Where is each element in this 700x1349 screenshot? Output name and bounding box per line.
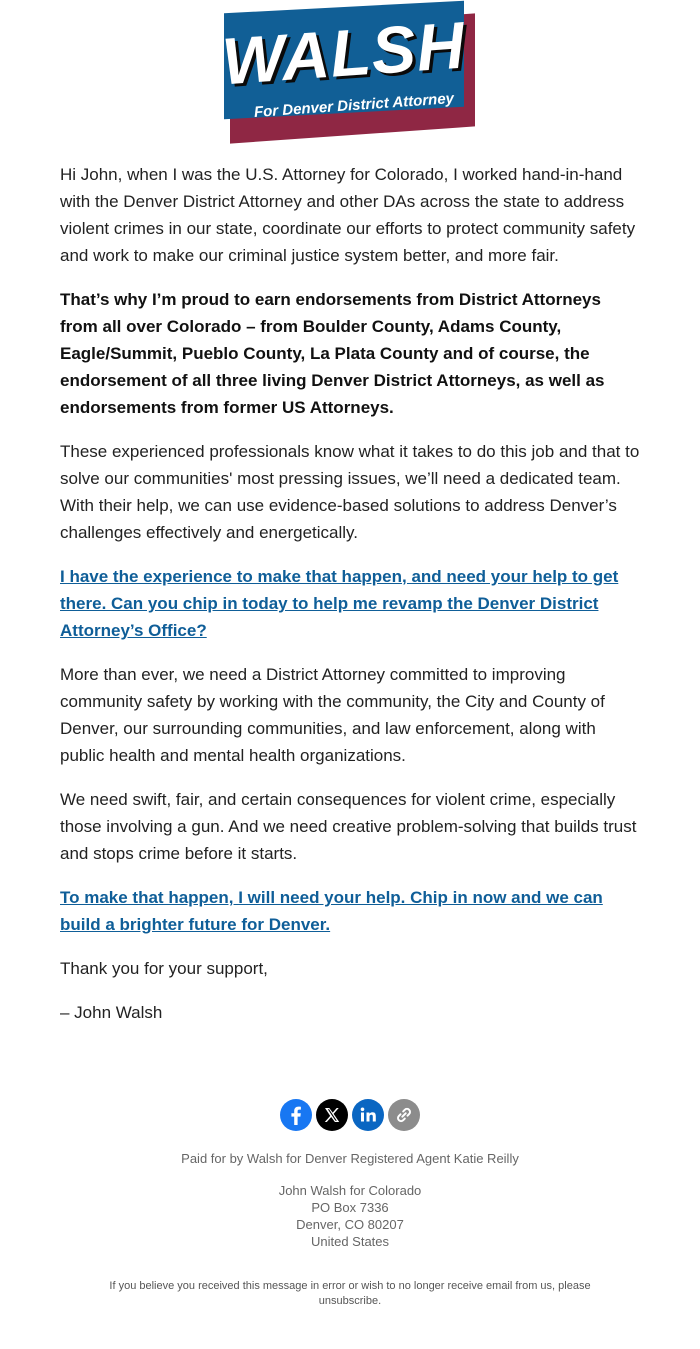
- x-share-button[interactable]: [316, 1099, 348, 1131]
- endorsements-paragraph: That’s why I’m proud to earn endorsements from District Attorneys from all over Colorado – from Boulder County, Adams County, Eagle/Summit, Pueblo County, La Plata County and of course, the endorsement of all three living Denver District Attorneys, as well as endorsements from former US Attorneys.: [60, 290, 605, 417]
- unsubscribe-note-end: .: [378, 1295, 382, 1307]
- paid-for-disclaimer: Paid for by Walsh for Denver Registered Agent Katie Reilly: [181, 1151, 519, 1166]
- link-icon: [388, 1099, 420, 1131]
- address-org: John Walsh for Colorado: [278, 1183, 422, 1198]
- x-icon: [316, 1099, 348, 1131]
- donate-link-1[interactable]: I have the experience to make that happen, and need your help to get there. Can you chip in today to help me revamp the Denver District Attorney’s Office?: [60, 567, 619, 640]
- facebook-share-button[interactable]: [280, 1099, 312, 1131]
- campaign-logo: [0, 0, 700, 145]
- address-city: Denver, CO 80207: [296, 1217, 404, 1232]
- logo-title: WALSH: [219, 7, 468, 99]
- logo-subtitle: For Denver District Attorney: [253, 90, 455, 121]
- consequences-paragraph: We need swift, fair, and certain consequences for violent crime, especially those involving a gun. And we need creative problem-solving that builds trust and stops crime before it starts.: [60, 790, 637, 863]
- thanks-line: Thank you for your support,: [60, 959, 268, 978]
- mailing-address: [0, 1182, 700, 1250]
- social-links: [0, 1099, 700, 1131]
- donate-link-2[interactable]: To make that happen, I will need your help. Chip in now and we can build a brighter future for Denver.: [60, 888, 603, 934]
- commitment-paragraph: More than ever, we need a District Attorney committed to improving community safety by working with the community, the City and County of Denver, our surrounding communities, and law enforcement, along with public health and mental health organizations.: [60, 665, 605, 765]
- signature: – John Walsh: [60, 1003, 163, 1022]
- unsubscribe-link[interactable]: unsubscribe: [318, 1295, 379, 1307]
- cta-paragraph-2: [60, 884, 640, 938]
- unsubscribe-note-text: If you believe you received this message in error or wish to no longer receive email from us, please: [109, 1280, 591, 1292]
- intro-paragraph: Hi John, when I was the U.S. Attorney for Colorado, I worked hand-in-hand with the Denver District Attorney and other DAs across the state to address violent crimes in our state, coordinate our efforts to protect community safety and work to make our criminal justice system better, and more fair.: [60, 165, 636, 265]
- linkedin-share-button[interactable]: [352, 1099, 384, 1131]
- email-footer: [0, 1150, 700, 1309]
- cta-paragraph-1: [60, 563, 640, 644]
- facebook-icon: [280, 1099, 312, 1131]
- unsubscribe-note: [80, 1279, 620, 1309]
- address-po-box: PO Box 7336: [311, 1200, 389, 1215]
- email-body: [0, 145, 700, 1026]
- professionals-paragraph: These experienced professionals know what it takes to do this job and that to solve our communities' most pressing issues, we’ll need a dedicated team. With their help, we can use evidence-based solutions to address Denver’s challenges effectively and energetically.: [60, 442, 640, 542]
- address-country: United States: [310, 1234, 390, 1249]
- linkedin-icon: [352, 1099, 384, 1131]
- copy-link-button[interactable]: [388, 1099, 420, 1131]
